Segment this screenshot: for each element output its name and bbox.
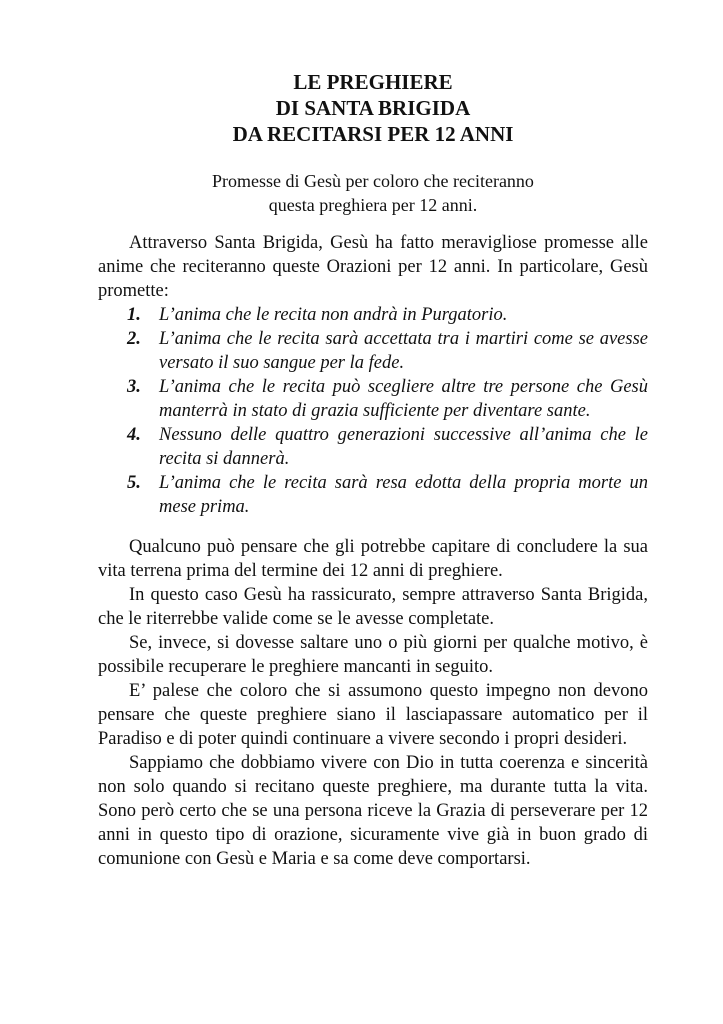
promise-number: 2. [127, 329, 141, 349]
promise-number: 1. [127, 305, 141, 325]
promise-item [98, 327, 648, 375]
title-line-1: LE PREGHIERE [293, 70, 453, 94]
body-paragraph: E’ palese che coloro che si assumono questo impegno non devono pensare che queste preghiere siano il lasciapassare automatico per il Paradiso e di poter quindi continuare a vivere secondo i propri desideri. [98, 681, 648, 749]
document-page [98, 69, 648, 871]
promises-list [98, 303, 648, 519]
promise-text: Nessuno delle quattro generazioni successive all’anima che le recita si dannerà. [159, 425, 648, 469]
promise-item [98, 303, 648, 327]
intro-paragraph: Attraverso Santa Brigida, Gesù ha fatto meravigliose promesse alle anime che reciteranno queste Orazioni per 12 anni. In particolare, Gesù promette: [98, 233, 648, 301]
subtitle-line-1: Promesse di Gesù per coloro che reciteranno [212, 171, 534, 191]
promise-item [98, 423, 648, 471]
document-title [98, 69, 648, 147]
title-line-3: DA RECITARSI PER 12 ANNI [232, 122, 514, 146]
promise-text: L’anima che le recita sarà resa edotta della propria morte un mese prima. [159, 473, 648, 517]
body-paragraph: Sappiamo che dobbiamo vivere con Dio in tutta coerenza e sincerità non solo quando si recitano queste preghiere, ma durante tutta la vita. Sono però certo che se una persona riceve la Grazia di perseverare per 12 anni in questo tipo di orazione, sicuramente vive già in buon grado di comunione con Gesù e Maria e sa come deve comportarsi. [98, 753, 648, 869]
body-paragraph: Qualcuno può pensare che gli potrebbe capitare di concludere la sua vita terrena prima del termine dei 12 anni di preghiere. [98, 537, 648, 581]
document-subtitle [98, 169, 648, 217]
body-paragraph: Se, invece, si dovesse saltare uno o più giorni per qualche motivo, è possibile recuperare le preghiere mancanti in seguito. [98, 633, 648, 677]
promise-number: 4. [127, 425, 141, 445]
promise-text: L’anima che le recita può scegliere altre tre persone che Gesù manterrà in stato di grazia sufficiente per diventare sante. [159, 377, 648, 421]
promise-item [98, 471, 648, 519]
subtitle-line-2: questa preghiera per 12 anni. [268, 195, 478, 215]
promise-text: L’anima che le recita sarà accettata tra i martiri come se avesse versato il suo sangue per la fede. [159, 329, 648, 373]
promise-text: L’anima che le recita non andrà in Purgatorio. [159, 305, 508, 325]
promise-item [98, 375, 648, 423]
body-paragraph: In questo caso Gesù ha rassicurato, sempre attraverso Santa Brigida, che le riterrebbe valide come se le avesse completate. [98, 585, 648, 629]
title-line-2: DI SANTA BRIGIDA [275, 96, 471, 120]
promise-number: 5. [127, 473, 141, 493]
promise-number: 3. [127, 377, 141, 397]
